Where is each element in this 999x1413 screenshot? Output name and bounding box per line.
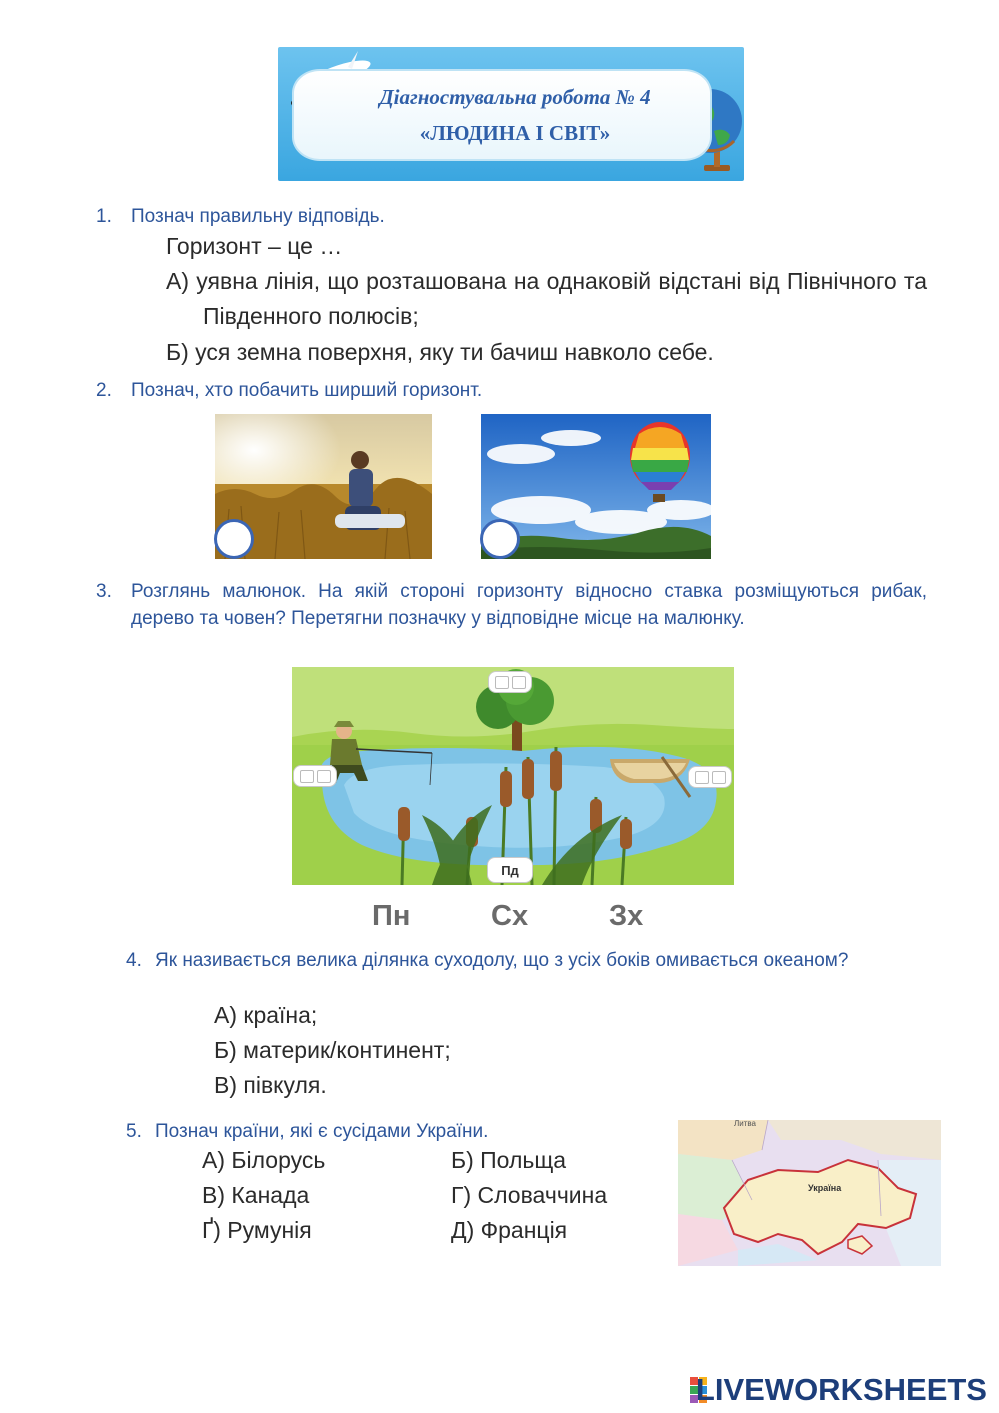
drop-target-east[interactable] [688, 766, 732, 788]
question-number: 5. [126, 1121, 142, 1142]
banner-panel [292, 69, 712, 161]
q5-option-b[interactable]: Б) Польща [451, 1147, 567, 1173]
label-south: Пд [487, 857, 533, 883]
question-number: 4. [126, 950, 142, 971]
question-prompt: Розглянь малюнок. На якій стороні горизонту відносно ставка розміщуються рибак, дерево та човен? Перетягни позначку у відповідне місце на малюнку. [131, 581, 927, 629]
q5-option-c[interactable]: В) Канада [202, 1182, 310, 1208]
header-banner [278, 47, 744, 181]
map-label-ukraine: Україна [808, 1183, 842, 1193]
question-prompt: Познач правильну відповідь. [131, 206, 385, 227]
q4-option-a[interactable]: А) країна; [214, 1002, 318, 1028]
q5-option-d[interactable]: Г) Словаччина [451, 1182, 608, 1208]
pond-illustration [292, 667, 734, 885]
q1-stem: Горизонт – це … [166, 233, 343, 259]
question-number: 2. [96, 380, 112, 401]
question-number: 3. [96, 581, 112, 602]
answer-circle-balloon[interactable] [480, 519, 520, 559]
map-ukraine [678, 1120, 941, 1266]
question-5 [126, 1118, 666, 1145]
drop-target-west[interactable] [293, 765, 337, 787]
drag-label-north[interactable]: Пн [372, 900, 411, 932]
answer-circle-boy[interactable] [214, 519, 254, 559]
question-prompt: Познач країни, які є сусідами України. [155, 1121, 489, 1142]
banner-subtitle: «ЛЮДИНА І СВІТ» [419, 121, 611, 145]
drag-label-west[interactable]: Зх [609, 900, 644, 932]
q5-option-f[interactable]: Д) Франція [451, 1217, 568, 1243]
question-3 [96, 578, 927, 632]
question-1 [96, 203, 936, 230]
q5-option-e[interactable]: Ґ) Румунія [202, 1217, 312, 1243]
liveworksheets-logo[interactable]: LIVEWORKSHEETS [695, 1372, 987, 1407]
map-graphic [678, 1120, 941, 1266]
question-2 [96, 377, 936, 404]
q1-option-a[interactable]: А) уявна лінія, що розташована на однаковій відстані від Північного та Південного полюсів; [166, 268, 927, 329]
q5-option-a[interactable]: А) Білорусь [202, 1147, 326, 1173]
question-prompt: Познач, хто побачить ширший горизонт. [131, 380, 483, 401]
drag-label-east[interactable]: Сх [491, 900, 529, 932]
q1-option-b[interactable]: Б) уся земна поверхня, яку ти бачиш навколо себе. [166, 339, 714, 365]
drop-target-north[interactable] [488, 671, 532, 693]
question-4 [126, 947, 927, 974]
q4-option-c[interactable]: В) півкуля. [214, 1072, 327, 1098]
q4-option-b[interactable]: Б) материк/континент; [214, 1037, 451, 1063]
question-prompt: Як називається велика ділянка суходолу, що з усіх боків омивається океаном? [155, 950, 849, 971]
map-label-lithuania: Литва [734, 1120, 756, 1128]
banner-title: Діагностувальна робота № 4 [379, 85, 651, 109]
question-number: 1. [96, 206, 112, 227]
